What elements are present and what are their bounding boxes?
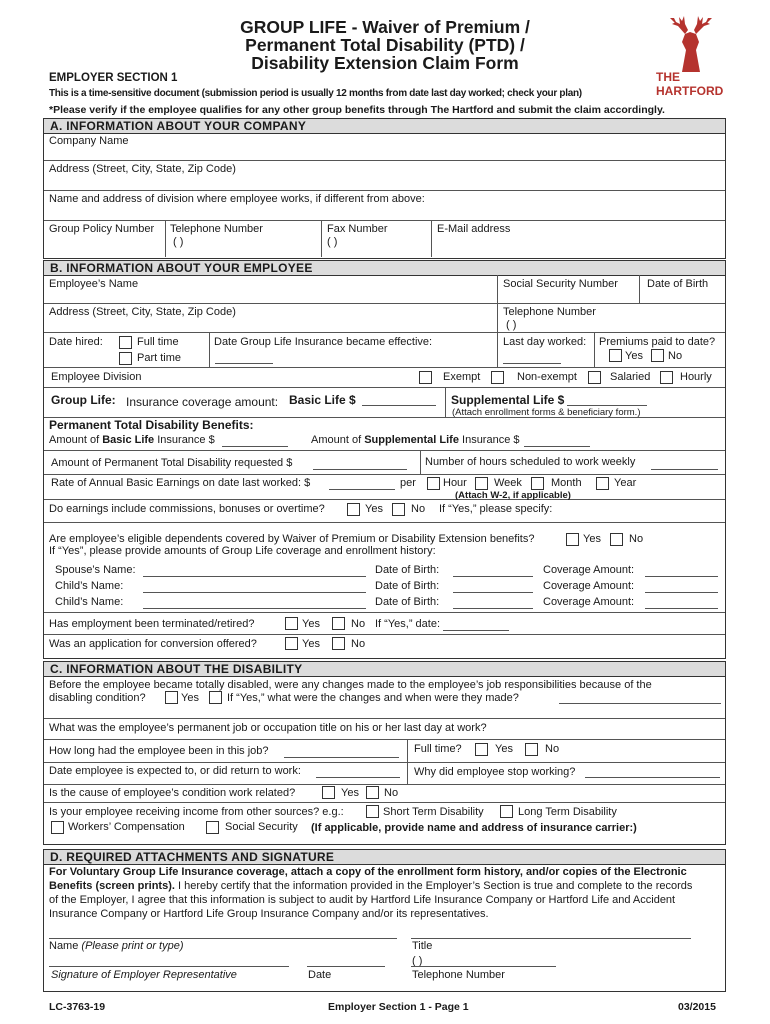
section-d-heading: D. REQUIRED ATTACHMENTS AND SIGNATURE (43, 849, 726, 865)
employee-division-label: Employee Division (51, 371, 142, 383)
attestation-line-2 (49, 880, 692, 892)
email-label: E-Mail address (437, 223, 511, 235)
child-name-label-1: Child’s Name: (55, 580, 124, 592)
amount-of-text: Amount of (311, 434, 362, 446)
salaried-label: Salaried (610, 371, 651, 383)
work-related-label: Is the cause of employee’s condition work related? (49, 787, 296, 799)
attach-enrollment-note: (Attach enrollment forms & beneficiary form.) (452, 407, 641, 418)
hour-checkbox[interactable] (427, 477, 440, 490)
job-changes-yes-checkbox[interactable] (165, 691, 178, 704)
dependents-no-label: No (629, 533, 644, 545)
week-checkbox[interactable] (475, 477, 488, 490)
work-related-yes-label: Yes (341, 787, 359, 799)
conversion-yes-checkbox[interactable] (285, 637, 298, 650)
dependents-yes-label: Yes (583, 533, 601, 545)
other-income-label: Is your employee receiving income from other sources? e.g.: (49, 806, 344, 818)
job-changes-if-yes: If “Yes,” what were the changes and when were they made? (227, 692, 519, 704)
name-text: Name (49, 940, 79, 952)
premiums-yes-label: Yes (625, 350, 643, 362)
group-life-label: Group Life: (51, 393, 116, 407)
company-telephone-label: Telephone Number (170, 223, 263, 235)
company-telephone-paren[interactable]: ( ) (173, 236, 184, 248)
group-life-effective-label: Date Group Life Insurance became effective: (214, 336, 433, 348)
employer-section-label: EMPLOYER SECTION 1 (49, 72, 178, 84)
fulltime-no-checkbox[interactable] (525, 743, 538, 756)
company-address-label: Address (Street, City, State, Zip Code) (49, 163, 236, 175)
attestation-rest: I hereby certify that the information provided in the Employer’s Section is true and complete to the records (174, 880, 693, 892)
name-label (49, 940, 184, 952)
premiums-no-checkbox[interactable] (651, 349, 664, 362)
social-security-label: Social Security (225, 821, 298, 833)
signature-telephone-label: Telephone Number (412, 969, 505, 981)
month-label: Month (551, 477, 582, 489)
logo-text-the: THE (656, 70, 680, 84)
non-exempt-checkbox[interactable] (491, 371, 504, 384)
spouse-coverage-label: Coverage Amount: (543, 564, 635, 576)
hourly-label: Hourly (680, 371, 712, 383)
amount-of-text: Amount of (49, 434, 100, 446)
work-related-no-label: No (384, 787, 399, 799)
basic-life-bold: Basic Life (102, 434, 155, 446)
short-term-checkbox[interactable] (366, 805, 379, 818)
premiums-paid-label: Premiums paid to date? (599, 336, 716, 348)
fax-label: Fax Number (327, 223, 388, 235)
employee-telephone-paren[interactable]: ( ) (506, 319, 517, 331)
supplemental-life-label: Supplemental Life $ (451, 393, 565, 407)
full-time-checkbox[interactable] (119, 336, 132, 349)
hours-scheduled-label: Number of hours scheduled to work weekly (425, 456, 636, 468)
hour-label: Hour (443, 477, 467, 489)
social-security-checkbox[interactable] (206, 821, 219, 834)
form-number: LC-3763-19 (49, 1001, 106, 1013)
form-date: 03/2015 (678, 1001, 716, 1013)
company-name-label: Company Name (49, 135, 129, 147)
child-name-label-2: Child’s Name: (55, 596, 124, 608)
dob-label: Date of Birth (647, 278, 709, 290)
verify-note: *Please verify if the employee qualifies for any other group benefits through The Hartford and submit the claim accordingly. (49, 104, 665, 116)
ptd-requested-label: Amount of Permanent Total Disability requested $ (51, 457, 293, 469)
title-line-2: Permanent Total Disability (PTD) / (245, 35, 525, 55)
attestation-line-3: of the Employer, I agree that this information is subject to audit by Hartford Life Insurance Company or Hartford Life and Accident (49, 894, 676, 906)
job-changes-question-1: Before the employee became totally disabled, were any changes made to the employee’s job responsibilities because of the (49, 679, 652, 691)
ptd-benefits-label: Permanent Total Disability Benefits: (49, 418, 254, 432)
conversion-yes-label: Yes (302, 638, 320, 650)
job-changes-question-2: disabling condition? (49, 692, 146, 704)
conversion-label: Was an application for conversion offered? (49, 638, 257, 650)
annual-earnings-label: Rate of Annual Basic Earnings on date last worked: $ (51, 477, 311, 489)
premiums-no-label: No (668, 350, 683, 362)
if-applicable-note: (If applicable, provide name and address of insurance carrier:) (311, 822, 637, 834)
per-label: per (400, 477, 416, 489)
page-number: Employer Section 1 - Page 1 (328, 1001, 469, 1013)
long-term-checkbox[interactable] (500, 805, 513, 818)
dependents-question: Are employee’s eligible dependents covered by Waiver of Premium or Disability Extension benefits? (49, 533, 535, 545)
hartford-logo (652, 12, 732, 102)
fulltime-yes-checkbox[interactable] (475, 743, 488, 756)
hourly-checkbox[interactable] (660, 371, 673, 384)
dependents-question-2: If “Yes”, please provide amounts of Group Life coverage and enrollment history: (49, 545, 436, 557)
exempt-label: Exempt (443, 371, 481, 383)
non-exempt-label: Non-exempt (517, 371, 577, 383)
attach-w2-note: (Attach W-2, if applicable) (455, 490, 571, 501)
section-a-heading: A. INFORMATION ABOUT YOUR COMPANY (43, 118, 726, 134)
child-dob-label-1: Date of Birth: (375, 580, 440, 592)
earnings-yes-label: Yes (365, 503, 383, 515)
job-changes-yes-label: Yes (181, 692, 199, 704)
division-label: Name and address of division where employee works, if different from above: (49, 193, 425, 205)
part-time-checkbox[interactable] (119, 352, 132, 365)
short-term-label: Short Term Disability (383, 806, 484, 818)
date-hired-label: Date hired: (49, 336, 103, 348)
month-checkbox[interactable] (531, 477, 544, 490)
fulltime-no-label: No (545, 743, 560, 755)
coverage-amount-label: Insurance coverage amount: (126, 395, 279, 409)
stag-icon (652, 12, 732, 74)
name-hint: (Please print or type) (81, 940, 184, 952)
why-stop-label: Why did employee stop working? (414, 766, 576, 778)
earnings-no-checkbox[interactable] (392, 503, 405, 516)
ssn-label: Social Security Number (503, 278, 618, 290)
signature-label: Signature of Employer Representative (51, 969, 237, 981)
earnings-yes-checkbox[interactable] (347, 503, 360, 516)
terminated-yes-checkbox[interactable] (285, 617, 298, 630)
child-coverage-label-2: Coverage Amount: (543, 596, 635, 608)
earnings-no-label: No (411, 503, 426, 515)
employee-telephone-label: Telephone Number (503, 306, 596, 318)
basic-life-label: Basic Life $ (289, 393, 356, 407)
full-time-label: Full time (137, 336, 179, 348)
long-term-label: Long Term Disability (518, 806, 617, 818)
spouse-dob-label: Date of Birth: (375, 564, 440, 576)
how-long-label: How long had the employee been in this job? (49, 745, 269, 757)
year-label: Year (614, 477, 637, 489)
earnings-include-label: Do earnings include commissions, bonuses or overtime? (49, 503, 325, 515)
job-title-question: What was the employee’s permanent job or occupation title on his or her last day at work? (49, 722, 487, 734)
title-line-1: GROUP LIFE - Waiver of Premium / (240, 17, 530, 37)
salaried-checkbox[interactable] (588, 371, 601, 384)
section-b-heading: B. INFORMATION ABOUT YOUR EMPLOYEE (43, 260, 726, 276)
time-sensitive-note: This is a time-sensitive document (submission period is usually 12 months from date last day worked; check your plan) (49, 88, 582, 99)
week-label: Week (494, 477, 522, 489)
supplemental-ptd-amount-label (311, 434, 520, 446)
spouse-name-label: Spouse’s Name: (55, 564, 136, 576)
work-related-yes-checkbox[interactable] (322, 786, 335, 799)
full-time-question: Full time? (414, 743, 462, 755)
exempt-checkbox[interactable] (419, 371, 432, 384)
terminated-date-label: If “Yes,” date: (375, 618, 441, 630)
terminated-yes-label: Yes (302, 618, 320, 630)
terminated-label: Has employment been terminated/retired? (49, 618, 255, 630)
terminated-no-checkbox[interactable] (332, 617, 345, 630)
terminated-no-label: No (351, 618, 366, 630)
title-label: Title (412, 940, 433, 952)
child-dob-label-2: Date of Birth: (375, 596, 440, 608)
employee-address-label: Address (Street, City, State, Zip Code) (49, 306, 236, 318)
signature-telephone-paren[interactable]: ( ) (412, 955, 423, 967)
job-changes-no-checkbox[interactable] (209, 691, 222, 704)
attestation-line-4: Insurance Company or Hartford Life Group Insurance Company and/or its representatives. (49, 908, 489, 920)
attestation-bold: Benefits (screen prints). (49, 880, 175, 892)
insurance-dollar-text: Insurance $ (157, 434, 215, 446)
title-line-3: Disability Extension Claim Form (251, 53, 519, 73)
insurance-dollar-text: Insurance $ (462, 434, 520, 446)
conversion-no-label: No (351, 638, 366, 650)
conversion-no-checkbox[interactable] (332, 637, 345, 650)
logo-text-hartford: HARTFORD (656, 84, 724, 98)
part-time-label: Part time (137, 352, 182, 364)
section-c-heading: C. INFORMATION ABOUT THE DISABILITY (43, 661, 726, 677)
workers-comp-label: Workers’ Compensation (68, 821, 185, 833)
signature-date-label: Date (308, 969, 332, 981)
child-coverage-label-1: Coverage Amount: (543, 580, 635, 592)
dependents-no-checkbox[interactable] (610, 533, 623, 546)
year-checkbox[interactable] (596, 477, 609, 490)
attestation-line-1: For Voluntary Group Life Insurance coverage, attach a copy of the enrollment form history, and/or copies of the Electronic (49, 866, 687, 878)
employee-name-label: Employee’s Name (49, 278, 139, 290)
premiums-yes-checkbox[interactable] (609, 349, 622, 362)
group-policy-label: Group Policy Number (49, 223, 155, 235)
fax-paren[interactable]: ( ) (327, 236, 338, 248)
basic-ptd-amount-label (49, 434, 215, 446)
last-day-worked-label: Last day worked: (503, 336, 587, 348)
dependents-yes-checkbox[interactable] (566, 533, 579, 546)
return-date-label: Date employee is expected to, or did return to work: (49, 765, 301, 777)
supplemental-bold: Supplemental Life (364, 434, 459, 446)
workers-comp-checkbox[interactable] (51, 821, 64, 834)
work-related-no-checkbox[interactable] (366, 786, 379, 799)
fulltime-yes-label: Yes (495, 743, 513, 755)
if-yes-specify-label: If “Yes,” please specify: (439, 503, 553, 515)
